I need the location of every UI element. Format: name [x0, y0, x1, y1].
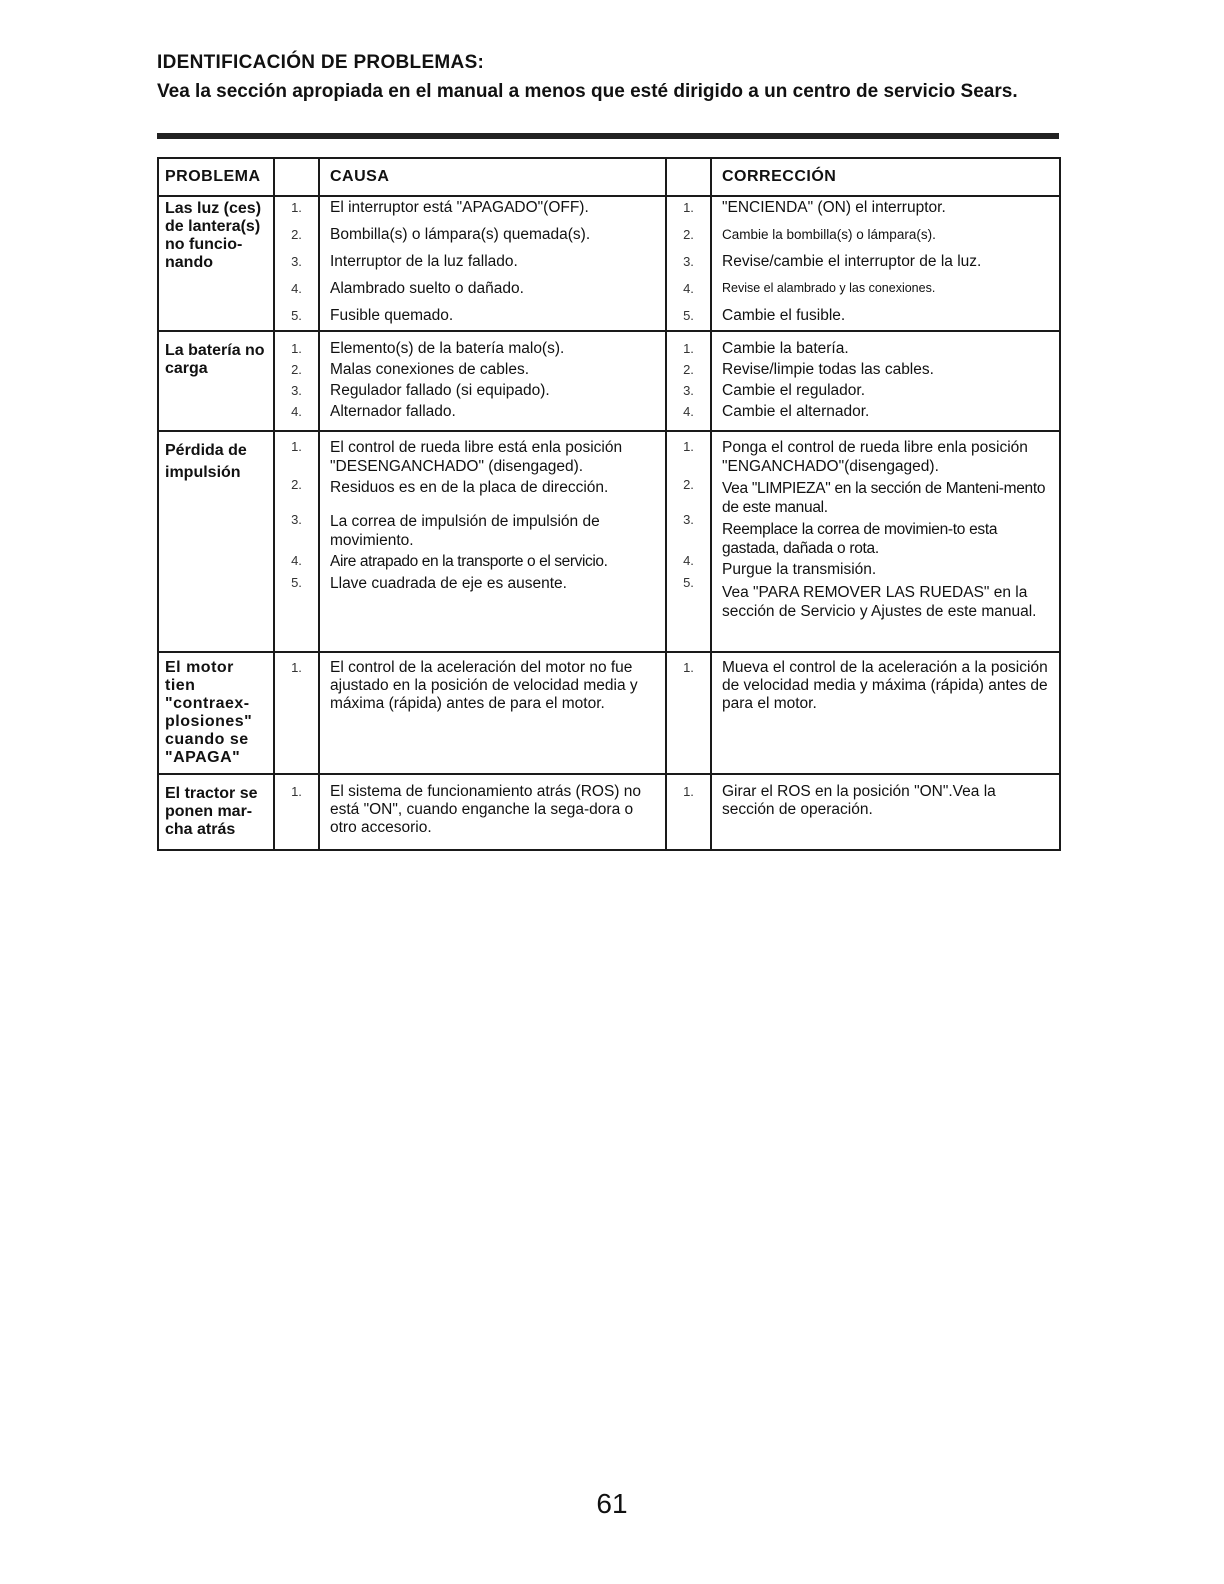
- correction-number: 5.: [683, 575, 694, 590]
- cause-text: Alambrado suelto o dañado.: [330, 280, 524, 297]
- table-row: [158, 331, 1060, 431]
- cause-cell: [319, 774, 666, 850]
- page-number: 61: [596, 1488, 628, 1519]
- cause-text: Interruptor de la luz fallado.: [330, 253, 518, 270]
- correction-number: 1.: [683, 200, 694, 215]
- cause-text: Alternador fallado.: [330, 403, 456, 420]
- cause-number: 1.: [291, 660, 302, 675]
- cause-number: 4.: [291, 281, 302, 296]
- cause-number-cell: [274, 196, 319, 331]
- correction-text: "ENCIENDA" (ON) el interruptor.: [722, 199, 946, 216]
- problem-cell: La batería no carga: [158, 331, 274, 431]
- cause-number: 2.: [291, 227, 302, 242]
- header-cause: CAUSA: [319, 158, 666, 196]
- troubleshooting-table: [157, 157, 1061, 851]
- cause-number: 1.: [291, 200, 302, 215]
- cause-text: Bombilla(s) o lámpara(s) quemada(s).: [330, 226, 591, 243]
- correction-number: 1.: [683, 784, 694, 799]
- cause-text: Elemento(s) de la batería malo(s).: [330, 340, 565, 357]
- correction-text: Vea "PARA REMOVER LAS RUEDAS" en la sección de Servicio y Ajustes de este manual.: [722, 584, 1037, 620]
- correction-text: Girar el ROS en la posición "ON".Vea la sección de operación.: [722, 783, 996, 818]
- problem-cell: El tractor se ponen mar-cha atrás: [158, 774, 274, 850]
- cause-text: El control de la aceleración del motor no fue ajustado en la posición de velocidad media y máxima (rápida) antes de para el motor.: [330, 659, 638, 712]
- page-heading: IDENTIFICACIÓN DE PROBLEMAS:: [157, 52, 485, 73]
- correction-text: Mueva el control de la aceleración a la posición de velocidad media y máxima (rápida) antes de para el motor.: [722, 659, 1048, 712]
- header-cause-number: [274, 158, 319, 196]
- cause-number: 2.: [291, 362, 302, 377]
- correction-number: 3.: [683, 383, 694, 398]
- cause-number-cell: [274, 774, 319, 850]
- table-header-row: [158, 158, 1060, 196]
- cause-text: La correa de impulsión de impulsión de movimiento.: [330, 513, 600, 549]
- cause-number: 1.: [291, 784, 302, 799]
- correction-number: 5.: [683, 308, 694, 323]
- correction-number: 1.: [683, 660, 694, 675]
- cause-text: Residuos es en de la placa de dirección.: [330, 479, 609, 496]
- correction-number: 4.: [683, 281, 694, 296]
- header-problem: PROBLEMA: [158, 158, 274, 196]
- header-correction: CORRECCIÓN: [711, 158, 1060, 196]
- cause-cell: [319, 652, 666, 774]
- correction-text: Cambie la bombilla(s) o lámpara(s).: [722, 227, 936, 242]
- cause-number-cell: [274, 331, 319, 431]
- cause-text: Aire atrapado en la transporte o el servicio.: [330, 553, 608, 570]
- correction-cell: [711, 431, 1060, 652]
- problem-cell: [158, 431, 274, 652]
- cause-cell: [319, 431, 666, 652]
- cause-number: 5.: [291, 308, 302, 323]
- cause-cell: [319, 331, 666, 431]
- correction-number-cell: [666, 652, 711, 774]
- correction-number: 3.: [683, 512, 694, 527]
- correction-text: Revise/limpie todas las cables.: [722, 361, 934, 378]
- problem-cell: El motor tien "contraex-plosiones" cuando se "APAGA": [158, 652, 274, 774]
- table-row: [158, 196, 1060, 331]
- correction-number-cell: [666, 431, 711, 652]
- correction-number-cell: [666, 774, 711, 850]
- cause-number: 4.: [291, 553, 302, 568]
- problem-cell: Las luz (ces) de lantera(s) no funcio-nando: [158, 196, 274, 331]
- cause-text: El control de rueda libre está enla posición "DESENGANCHADO" (disengaged).: [330, 439, 623, 475]
- heading-rule: [157, 133, 1059, 139]
- correction-number: 2.: [683, 227, 694, 242]
- correction-number: 3.: [683, 254, 694, 269]
- correction-number-cell: [666, 196, 711, 331]
- table-row: [158, 774, 1060, 850]
- correction-text: Cambie el fusible.: [722, 307, 846, 324]
- correction-text: Reemplace la correa de movimien-to esta gastada, dañada o rota.: [722, 521, 998, 557]
- cause-number-cell: [274, 431, 319, 652]
- cause-number: 5.: [291, 575, 302, 590]
- correction-text: Cambie el regulador.: [722, 382, 866, 399]
- cause-cell: [319, 196, 666, 331]
- header-correction-number: [666, 158, 711, 196]
- correction-number: 2.: [683, 477, 694, 492]
- correction-cell: [711, 774, 1060, 850]
- cause-text: El sistema de funcionamiento atrás (ROS) no está "ON", cuando enganche la sega-dora o otro accesorio.: [330, 783, 641, 836]
- correction-text: Revise el alambrado y las conexiones.: [722, 281, 936, 295]
- cause-number: 3.: [291, 254, 302, 269]
- cause-number: 1.: [291, 341, 302, 356]
- correction-number-cell: [666, 331, 711, 431]
- cause-text: Llave cuadrada de eje es ausente.: [330, 575, 567, 592]
- correction-cell: [711, 331, 1060, 431]
- correction-number: 2.: [683, 362, 694, 377]
- correction-text: Ponga el control de rueda libre enla posición "ENGANCHADO"(disengaged).: [722, 439, 1028, 475]
- correction-number: 4.: [683, 553, 694, 568]
- problem-text: Pérdida de impulsión: [165, 442, 247, 481]
- correction-cell: [711, 652, 1060, 774]
- table-row: [158, 431, 1060, 652]
- table-row: [158, 652, 1060, 774]
- correction-text: Cambie el alternador.: [722, 403, 870, 420]
- cause-text: Fusible quemado.: [330, 307, 454, 324]
- correction-text: Vea "LIMPIEZA" en la sección de Manteni-mento de este manual.: [722, 480, 1046, 516]
- cause-text: Regulador fallado (si equipado).: [330, 382, 550, 399]
- cause-text: Malas conexiones de cables.: [330, 361, 530, 378]
- cause-number: 2.: [291, 477, 302, 492]
- correction-number: 4.: [683, 404, 694, 419]
- correction-text: Revise/cambie el interruptor de la luz.: [722, 253, 982, 270]
- cause-text: El interruptor está "APAGADO"(OFF).: [330, 199, 589, 216]
- page-subheading: Vea la sección apropiada en el manual a menos que esté dirigido a un centro de servicio Sears.: [157, 81, 1018, 102]
- correction-text: Purgue la transmisión.: [722, 561, 877, 578]
- correction-number: 1.: [683, 341, 694, 356]
- cause-number: 1.: [291, 439, 302, 454]
- cause-number-cell: [274, 652, 319, 774]
- cause-number: 3.: [291, 512, 302, 527]
- correction-number: 1.: [683, 439, 694, 454]
- cause-number: 3.: [291, 383, 302, 398]
- correction-text: Cambie la batería.: [722, 340, 849, 357]
- correction-cell: [711, 196, 1060, 331]
- cause-number: 4.: [291, 404, 302, 419]
